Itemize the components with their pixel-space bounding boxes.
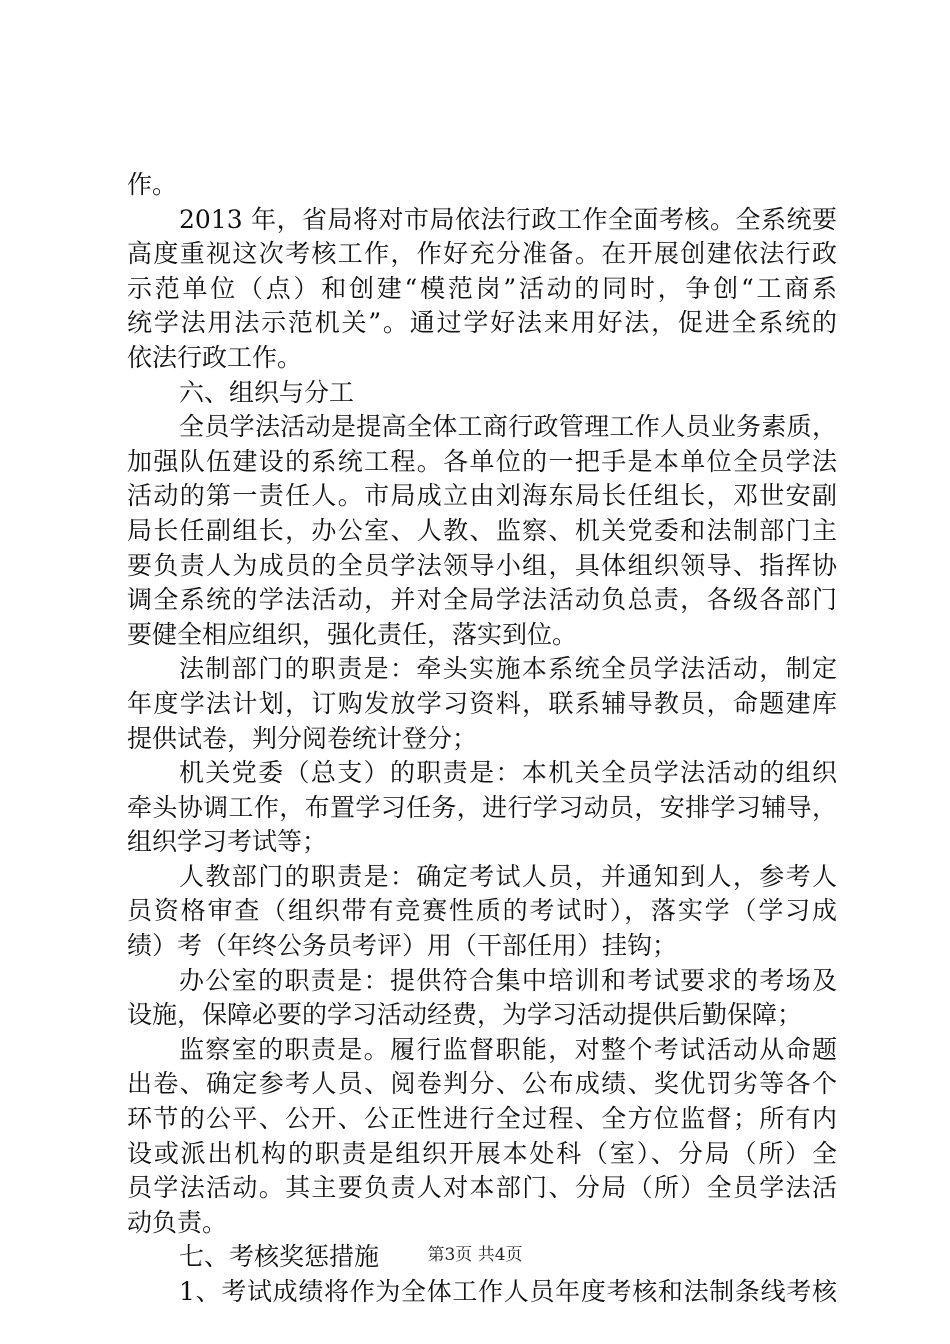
paragraph-first-line: 人教部门的职责是：确定考试人员，并通知到人，参考人 <box>179 861 837 891</box>
text-line: 示范单位（点）和创建“模范岗”活动的同时，争创“工商系 <box>127 273 837 303</box>
text-line: 局长任副组长，办公室、人教、监察、机关党委和法制部门主 <box>127 515 837 545</box>
paragraph-first-line: 机关党委（总支）的职责是：本机关全员学法活动的组织 <box>179 758 837 788</box>
section-heading: 七、考核奖惩措施 <box>179 1242 380 1272</box>
text-line: 高度重视这次考核工作，作好充分准备。在开展创建依法行政 <box>127 239 837 269</box>
text-line: 要负责人为成员的全员学法领导小组，具体组织领导、指挥协 <box>127 550 837 580</box>
paragraph-first-line: 办公室的职责是：提供符合集中培训和考试要求的考场及 <box>179 965 837 995</box>
text-line: 提供试卷，判分阅卷统计登分； <box>127 723 478 753</box>
text-line: 环节的公平、公开、公正性进行全过程、全方位监督；所有内 <box>127 1104 837 1134</box>
paragraph-first-line: 1、考试成绩将作为全体工作人员年度考核和法制条线考核 <box>179 1277 837 1306</box>
text-line: 设或派出机构的职责是组织开展本处科（室）、分局（所）全 <box>127 1138 837 1168</box>
paragraph-first-line: 2013 年，省局将对市局依法行政工作全面考核。全系统要 <box>179 204 837 234</box>
text-line: 活动的第一责任人。市局成立由刘海东局长任组长，邓世安副 <box>127 481 837 511</box>
text-line: 员学法活动。其主要负责人对本部门、分局（所）全员学法活 <box>127 1173 837 1203</box>
text-line: 绩）考（年终公务员考评）用（干部任用）挂钩； <box>127 931 678 961</box>
text-line: 出卷、确定参考人员、阅卷判分、公布成绩、奖优罚劣等各个 <box>127 1069 837 1099</box>
text-line: 设施，保障必要的学习活动经费，为学习活动提供后勤保障； <box>127 1000 803 1030</box>
text-line: 加强队伍建设的系统工程。各单位的一把手是本单位全员学法 <box>127 446 837 476</box>
text-line: 员资格审查（组织带有竞赛性质的考试时），落实学（学习成 <box>127 896 837 926</box>
page-number-footer: 第3页 共4页 <box>427 1245 523 1265</box>
paragraph-first-line: 全员学法活动是提高全体工商行政管理工作人员业务素质， <box>179 412 837 442</box>
section-heading: 六、组织与分工 <box>179 377 355 407</box>
text-line: 作。 <box>127 170 178 199</box>
paragraph-first-line: 监察室的职责是。履行监督职能，对整个考试活动从命题 <box>179 1034 837 1064</box>
text-line: 依法行政工作。 <box>127 342 303 372</box>
text-line: 统学法用法示范机关”。通过学好法来用好法，促进全系统的 <box>127 308 837 338</box>
text-line: 动负责。 <box>127 1207 228 1237</box>
text-line: 要健全相应组织，强化责任，落实到位。 <box>127 619 578 649</box>
text-line: 调全系统的学法活动，并对全局学法活动负总责，各级各部门 <box>127 585 837 615</box>
paragraph-first-line: 法制部门的职责是：牵头实施本系统全员学法活动，制定 <box>179 654 837 684</box>
text-line: 年度学法计划，订购发放学习资料，联系辅导教员，命题建库 <box>127 688 837 718</box>
document-body <box>127 168 837 1310</box>
text-line: 牵头协调工作，布置学习任务，进行学习动员，安排学习辅导， <box>127 792 837 822</box>
text-line: 组织学习考试等； <box>127 827 328 857</box>
